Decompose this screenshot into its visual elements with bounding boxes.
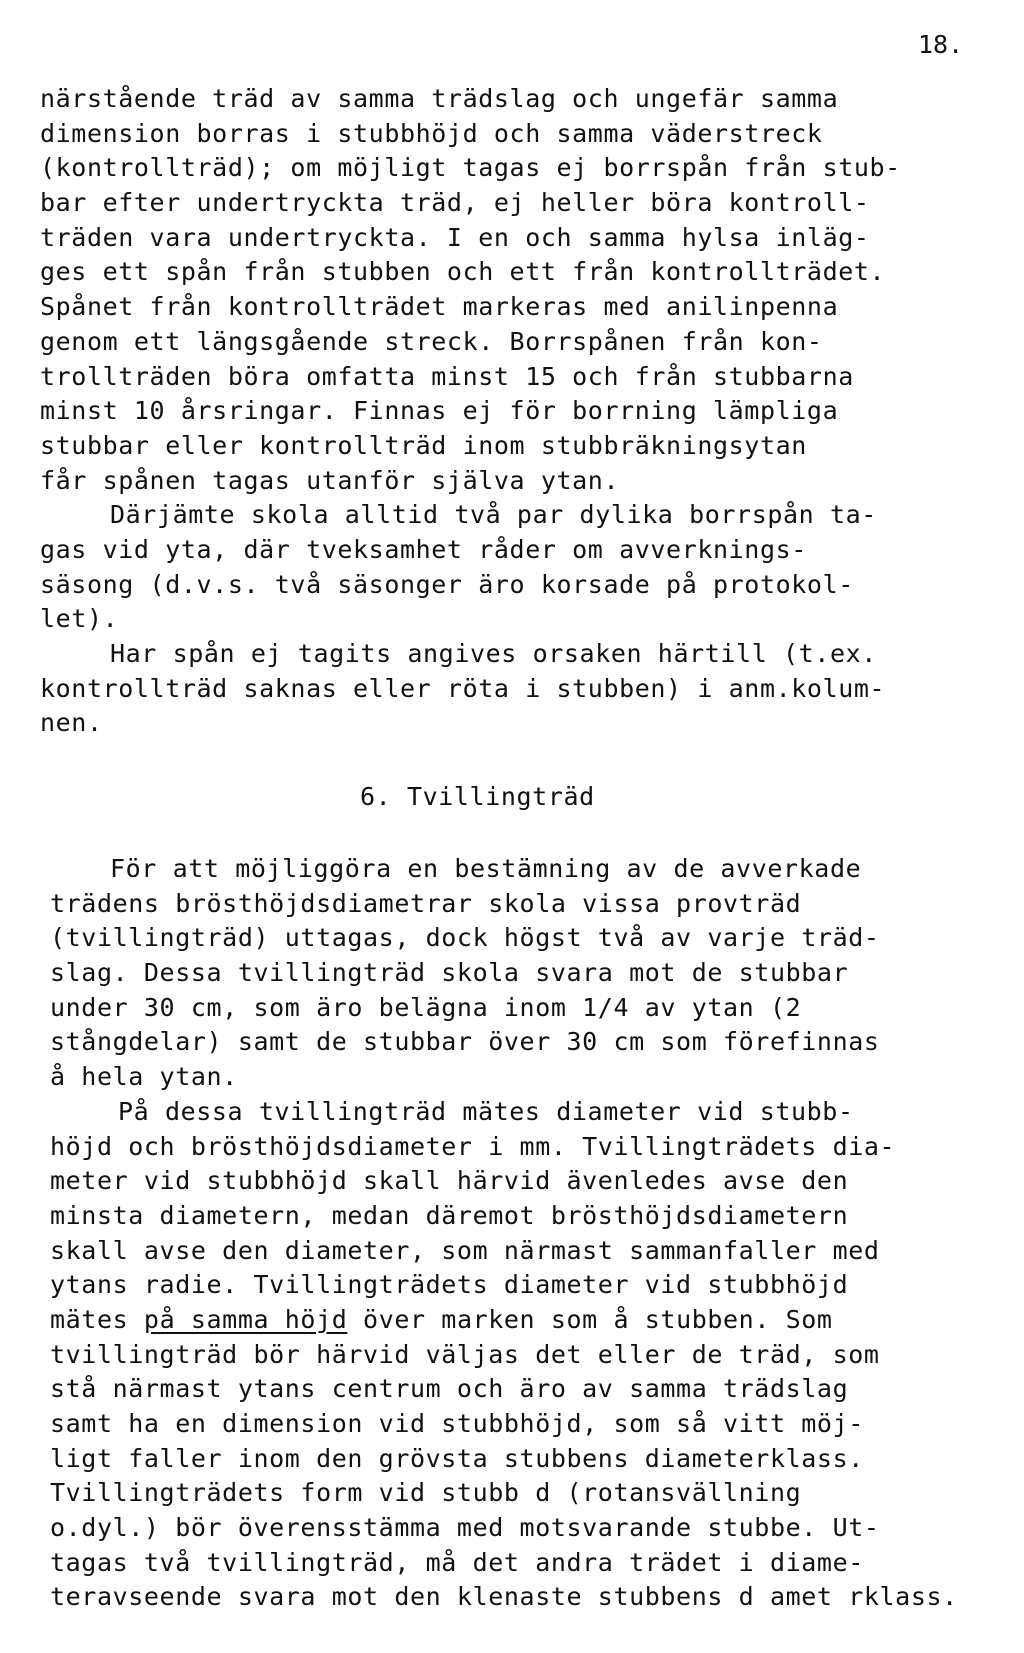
text-line: Därjämte skola alltid två par dylika borrspån ta- bbox=[110, 500, 877, 530]
paragraph-block-1 bbox=[0, 82, 1024, 741]
text-line: tagas två tvillingträd, må det andra trädet i diame- bbox=[50, 1547, 864, 1577]
text-line: meter vid stubbhöjd skall härvid ävenledes avse den bbox=[50, 1166, 849, 1196]
text-segment: mätes bbox=[50, 1304, 144, 1334]
text-line: teravseende svara mot den klenaste stubbens d amet rklass. bbox=[50, 1582, 958, 1612]
text-line: gas vid yta, där tveksamhet råder om avverknings- bbox=[40, 534, 807, 564]
text-line: stå närmast ytans centrum och äro av samma trädslag bbox=[50, 1374, 849, 1404]
page-number: 18. bbox=[918, 30, 964, 59]
text-line: stångdelar) samt de stubbar över 30 cm som förefinnas bbox=[50, 1027, 880, 1057]
text-line: närstående träd av samma trädslag och ungefär samma bbox=[40, 84, 839, 113]
text-line: genom ett längsgående streck. Borrspånen från kon- bbox=[40, 326, 823, 356]
text-line: trollträden böra omfatta minst 15 och från stubbarna bbox=[40, 361, 854, 391]
text-line: kontrollträd saknas eller röta i stubben) i anm.kolum- bbox=[40, 673, 886, 703]
text-line: å hela ytan. bbox=[50, 1062, 238, 1092]
text-line: Har spån ej tagits angives orsaken härtill (t.ex. bbox=[110, 639, 877, 668]
text-line: let). bbox=[40, 604, 119, 634]
text-line: höjd och brösthöjdsdiameter i mm. Tvillingträdets dia- bbox=[50, 1131, 896, 1161]
text-line: o.dyl.) bör överensstämma med motsvarande stubbe. Ut- bbox=[50, 1513, 880, 1543]
text-line: dimension borras i stubbhöjd och samma väderstreck bbox=[40, 118, 823, 148]
text-line: (tvillingträd) uttagas, dock högst två av varje träd- bbox=[50, 923, 880, 953]
text-line: samt ha en dimension vid stubbhöjd, som så vitt möj- bbox=[50, 1409, 864, 1438]
text-line: slag. Dessa tvillingträd skola svara mot de stubbar bbox=[50, 958, 849, 988]
text-line: minst 10 årsringar. Finnas ej för borrning lämpliga bbox=[40, 396, 839, 426]
text-line-with-underline bbox=[0, 1303, 1024, 1338]
text-line: bar efter undertryckta träd, ej heller böra kontroll- bbox=[40, 188, 870, 218]
text-line: tvillingträd bör härvid väljas det eller de träd, som bbox=[50, 1339, 880, 1369]
text-line: För att möjliggöra en bestämning av de avverkade bbox=[110, 854, 862, 883]
paragraph-block-2 bbox=[0, 852, 1024, 1615]
text-line: minsta diametern, medan däremot brösthöjdsdiametern bbox=[50, 1200, 849, 1230]
text-line: ges ett spån från stubben och ett från kontrollträdet. bbox=[40, 257, 886, 287]
text-segment: över marken som å stubben. Som bbox=[347, 1304, 833, 1334]
text-line: får spånen tagas utanför själva ytan. bbox=[40, 465, 620, 495]
text-line: nen. bbox=[40, 708, 103, 738]
text-line: träden vara undertryckta. I en och samma hylsa inläg- bbox=[40, 222, 870, 252]
text-line: under 30 cm, som äro belägna inom 1/4 av ytan (2 bbox=[50, 992, 802, 1022]
text-line: trädens brösthöjdsdiametrar skola vissa provträd bbox=[50, 888, 802, 918]
text-line: säsong (d.v.s. två säsonger äro korsade på protokol- bbox=[40, 569, 854, 599]
text-line: (kontrollträd); om möjligt tagas ej borrspån från stub- bbox=[40, 153, 901, 183]
underlined-phrase: på samma höjd bbox=[143, 1304, 348, 1334]
text-line: Spånet från kontrollträdet markeras med anilinpenna bbox=[40, 292, 839, 322]
text-line: Tvillingträdets form vid stubb d (rotansvällning bbox=[50, 1478, 802, 1508]
text-line: skall avse den diameter, som närmast sammanfaller med bbox=[50, 1235, 880, 1265]
section-heading: 6. Tvillingträd bbox=[360, 782, 595, 811]
text-line: ytans radie. Tvillingträdets diameter vid stubbhöjd bbox=[50, 1270, 849, 1300]
text-line: stubbar eller kontrollträd inom stubbräkningsytan bbox=[40, 430, 807, 460]
text-line: ligt faller inom den grövsta stubbens diameterklass. bbox=[50, 1443, 864, 1473]
text-line: På dessa tvillingträd mätes diameter vid stubb- bbox=[118, 1096, 854, 1126]
